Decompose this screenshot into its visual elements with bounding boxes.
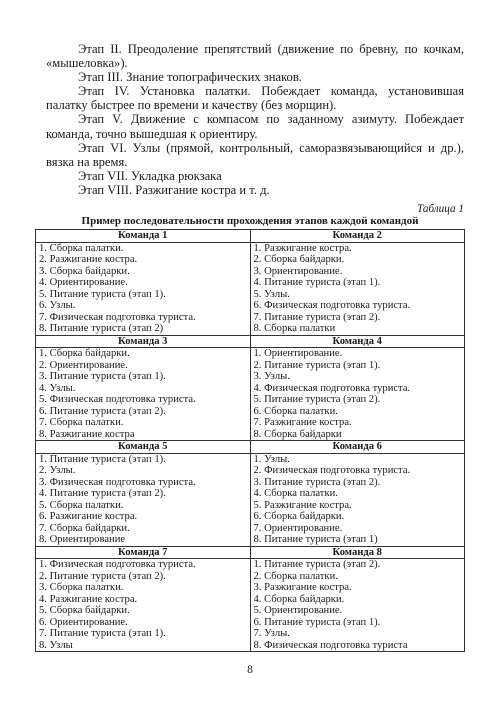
body-text [46, 42, 464, 197]
step-item: 7. Питание туриста (этап 2). [253, 311, 381, 323]
team-name-cell: Команда 6 [250, 441, 465, 454]
step-item: 5. Ориентирование. [253, 605, 343, 616]
step-item: 6. Питание туриста (этап 2). [39, 405, 166, 417]
table-title: Пример последовательности прохождения этапов каждой командой [81, 215, 419, 227]
step-item: 6. Физическая подготовка туриста. [253, 300, 411, 311]
step-item: 2. Сборка байдарки. [253, 254, 345, 265]
step-item: 8. Разжигание костра [39, 428, 135, 440]
step-item: 1. Сборка палатки. [39, 242, 124, 254]
step-item: 3. Питание туриста (этап 1). [39, 371, 166, 382]
team-steps-cell [36, 559, 251, 652]
paragraph-stage-2: Этап II. Преодоление препятствий (движение по бревну, по кочкам, «мышеловка»). [46, 42, 464, 71]
paragraph-stage-4: Этап IV. Установка палатки. Побеждает команда, установившая палатку быстрее по времени и качеству (без морщин). [46, 84, 464, 113]
step-item: 5. Узлы. [253, 288, 290, 300]
team-name-cell: Команда 4 [250, 335, 465, 348]
step-item: 2. Питание туриста (этап 2). [39, 570, 166, 582]
step-item: 3. Питание туриста (этап 2). [253, 476, 381, 488]
team-steps-cell [36, 242, 251, 335]
step-item: 5. Физическая подготовка туриста. [39, 394, 196, 405]
step-item: 2. Физическая подготовка туриста. [253, 465, 411, 476]
team-name-cell: Команда 7 [36, 546, 251, 559]
team-steps-cell [250, 348, 465, 441]
step-item: 5. Питание туриста (этап 2). [253, 394, 381, 405]
team-steps-cell [250, 453, 465, 546]
team-name-cell: Команда 5 [36, 441, 251, 454]
team-steps-row [36, 559, 465, 652]
step-item: 4. Питание туриста (этап 2). [39, 488, 166, 499]
team-header-row [36, 230, 465, 243]
team-steps-cell [250, 242, 465, 335]
step-item: 6. Узлы. [39, 300, 76, 311]
step-item: 2. Разжигание костра. [39, 254, 138, 265]
team-steps-row [36, 453, 465, 546]
step-item: 8. Сборка палатки [253, 323, 336, 334]
team-steps-cell [36, 453, 251, 546]
step-item: 6. Разжигание костра. [39, 511, 138, 522]
step-item: 7. Сборка палатки. [39, 417, 124, 428]
paragraph-stage-7: Этап VII. Укладка рюкзака [78, 168, 222, 183]
paragraph-stage-3: Этап III. Знание топографических знаков. [78, 70, 302, 85]
step-item: 2. Сборка палатки. [253, 570, 338, 582]
paragraph-stage-6: Этап VI. Узлы (прямой, контрольный, саморазвязывающийся и др.), вязка на время. [46, 140, 464, 169]
step-item: 8. Питание туриста (этап 2) [39, 323, 164, 334]
step-item: 4. Узлы. [39, 382, 76, 394]
step-item: 6. Питание туриста (этап 1). [253, 616, 381, 628]
step-item: 5. Сборка байдарки. [39, 605, 130, 616]
team-name-cell: Команда 2 [250, 230, 465, 243]
step-item: 8. Сборка байдарки [253, 428, 342, 440]
step-item: 3. Ориентирование. [253, 265, 343, 277]
step-item: 1. Узлы. [253, 453, 290, 465]
step-item: 5. Питание туриста (этап 1). [39, 288, 166, 300]
team-steps-row [36, 242, 465, 335]
step-item: 4. Сборка палатки. [253, 488, 338, 499]
team-name-cell: Команда 8 [250, 546, 465, 559]
step-item: 2. Ориентирование. [39, 359, 128, 371]
step-item: 3. Сборка палатки. [39, 582, 124, 593]
team-header-row [36, 546, 465, 559]
team-name-cell: Команда 3 [36, 335, 251, 348]
team-steps-row [36, 348, 465, 441]
teams-table [35, 229, 465, 652]
step-item: 3. Узлы. [253, 371, 290, 382]
step-item: 7. Сборка байдарки. [39, 522, 130, 534]
step-item: 7. Узлы. [253, 628, 290, 639]
step-item: 4. Сборка байдарки. [253, 593, 345, 605]
step-item: 4. Питание туриста (этап 1). [253, 277, 381, 288]
step-item: 7. Питание туриста (этап 1). [39, 628, 166, 639]
step-item: 2. Узлы. [39, 465, 76, 476]
step-item: 1. Разжигание костра. [253, 242, 352, 254]
step-item: 7. Ориентирование. [253, 522, 343, 534]
step-item: 8. Ориентирование [39, 534, 126, 545]
step-item: 8. Узлы [39, 639, 73, 651]
step-item: 1. Сборка байдарки. [39, 348, 130, 359]
step-item: 3. Сборка байдарки. [39, 265, 130, 277]
step-item: 4. Ориентирование. [39, 277, 128, 288]
step-item: 5. Сборка палатки. [39, 499, 124, 511]
step-item: 4. Разжигание костра. [39, 593, 138, 605]
team-steps-cell [250, 559, 465, 652]
step-item: 3. Физическая подготовка туриста. [39, 476, 196, 488]
step-item: 1. Ориентирование. [253, 348, 343, 359]
step-item: 6. Сборка палатки. [253, 405, 338, 417]
page-number: 8 [247, 664, 253, 676]
step-item: 8. Питание туриста (этап 1) [253, 534, 378, 545]
step-item: 1. Физическая подготовка туриста. [39, 559, 196, 570]
step-item: 7. Разжигание костра. [253, 417, 352, 428]
step-item: 1. Питание туриста (этап 1). [39, 453, 166, 465]
paragraph-stage-5: Этап V. Движение с компасом по заданному азимуту. Побеждает команда, точно вышедшая к ориентиру. [46, 112, 464, 141]
step-item: 3. Разжигание костра. [253, 582, 352, 593]
step-item: 8. Физическая подготовка туриста [253, 639, 408, 651]
step-item: 2. Питание туриста (этап 1). [253, 359, 381, 371]
team-name-cell: Команда 1 [36, 230, 251, 243]
step-item: 6. Ориентирование. [39, 616, 128, 628]
step-item: 4. Физическая подготовка туриста. [253, 382, 411, 394]
paragraph-stage-8: Этап VIII. Разжигание костра и т. д. [78, 182, 270, 197]
step-item: 7. Физическая подготовка туриста. [39, 311, 196, 323]
team-header-row [36, 441, 465, 454]
step-item: 5. Разжигание костра. [253, 499, 352, 511]
step-item: 1. Питание туриста (этап 2). [253, 559, 381, 570]
step-item: 6. Сборка байдарки. [253, 511, 345, 522]
team-steps-cell [36, 348, 251, 441]
team-header-row [36, 335, 465, 348]
table-caption: Таблица 1 [417, 203, 464, 215]
